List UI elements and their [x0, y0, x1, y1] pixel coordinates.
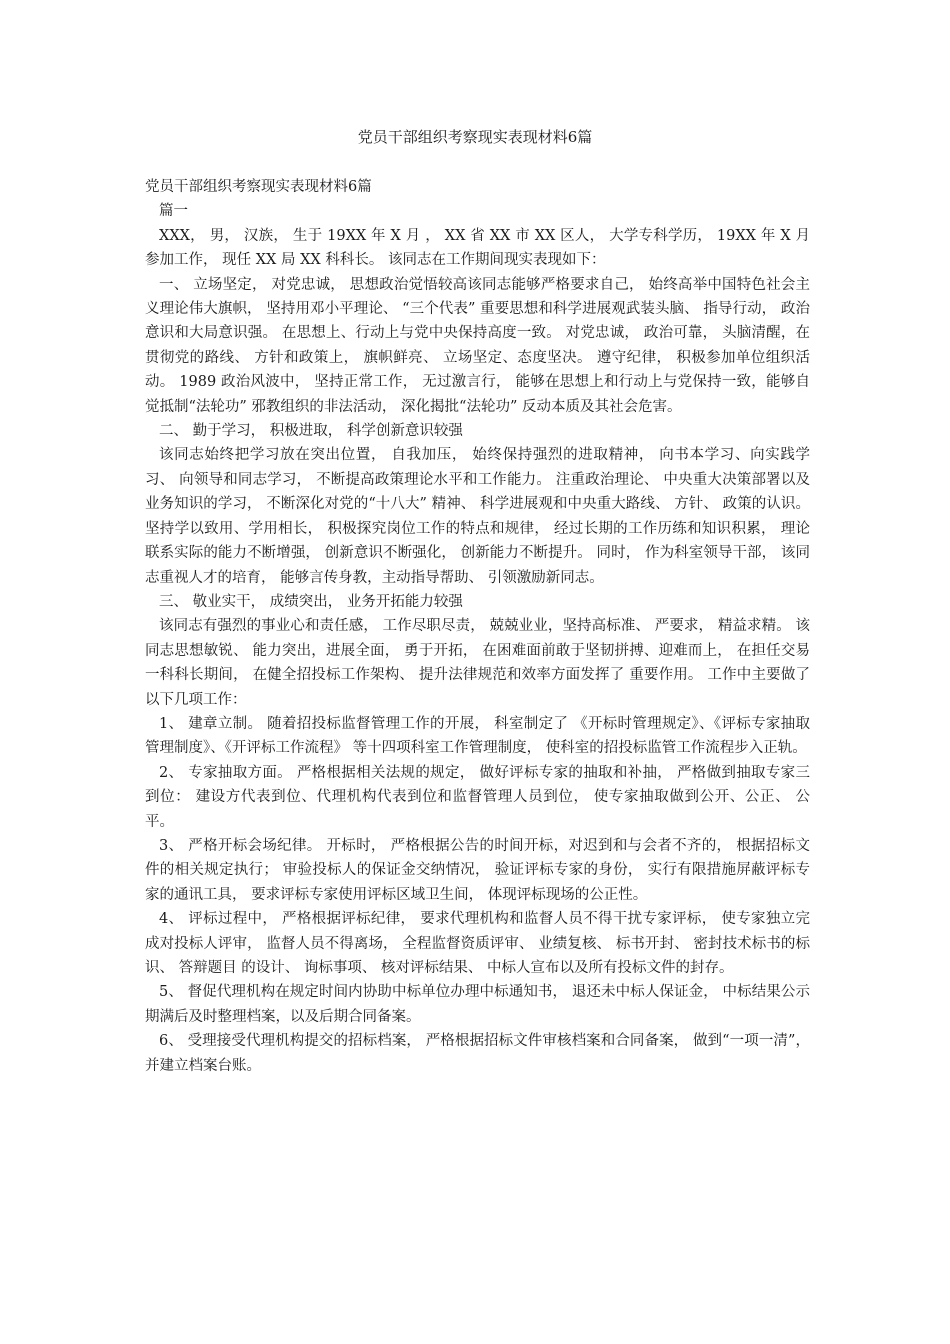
doc-heading: 党员干部组织考察现实表现材料6篇 — [145, 179, 372, 195]
list-item: 4、 评标过程中， 严格根据评标纪律， 要求代理机构和监督人员不得干扰专家评标， 使专家独立完成对投标人评审， 监督人员不得离场， 全程监督资质评审、 业绩复核、 标书开封、 密封技术标书的标识、 答辩题目 的设计、 询标事项、 核对评标结果、 中标人宣布以及所有投标文件的封存。 — [145, 911, 810, 976]
list-item: 6、 受理接受代理机构提交的招标档案， 严格根据招标文件审核档案和合同备案， 做到“一项一清”， 并建立档案台账。 — [145, 1033, 810, 1074]
list-item: 1、 建章立制。 随着招投标监督管理工作的开展， 科室制定了 《开标时管理规定》、《评标专家抽取管理制度》、《开评标工作流程》 等十四项科室工作管理制度， 使科室的招投标监管工作流程步入正轨。 — [145, 715, 810, 757]
list-item: 3、 严格开标会场纪律。 开标时， 严格根据公告的时间开标，对迟到和与会者不齐的， 根据招标文件的相关规定执行； 审验投标人的保证金交纳情况， 验证评标专家的身份， 实行有限措施屏蔽评标专家的通讯工具， 要求评标专家使用评标区域卫生间， 体现评标现场的公正性。 — [145, 837, 810, 903]
page-title: 党员干部组织考察现实表现材料6篇 — [357, 128, 593, 146]
list-item: 5、 督促代理机构在规定时间内协助中标单位办理中标通知书， 退还未中标人保证金， 中标结果公示期满后及时整理档案，以及后期合同备案。 — [145, 984, 810, 1025]
subheading: 三、 敬业实干， 成绩突出， 业务开拓能力较强 — [159, 593, 463, 610]
paragraph: 该同志有强烈的事业心和责任感， 工作尽职尽责， 兢兢业业，坚持高标准、 严要求， 精益求精。 该同志思想敏锐、 能力突出，进展全面， 勇于开拓， 在困难面前敢于坚韧拼搏、迎难而上， 在担任交易一科科长期间， 在健全招投标工作架构、 提升法律规范和效率方面发挥了 重要作用。 工作中主要做了 以下几项工作： — [145, 618, 810, 708]
section-label: 篇一 — [159, 203, 188, 220]
list-item: 2、 专家抽取方面。 严格根据相关法规的规定， 做好评标专家的抽取和补抽， 严格做到抽取专家三到位： 建设方代表到位、代理机构代表到位和监督管理人员到位， 使专家抽取做到公开、公正、 公平。 — [145, 764, 810, 830]
document-body — [145, 175, 810, 1078]
paragraph: 该同志始终把学习放在突出位置， 自我加压， 始终保持强烈的进取精神， 向书本学习、向实践学习、 向领导和同志学习， 不断提高政策理论水平和工作能力。 注重政治理论、 中央重大决策部署以及业务知识的学习， 不断深化对党的“十八大” 精神、 科学进展观和中央重大路线、 方针、 政策的认识。 坚持学以致用、学用相长， 积极探究岗位工作的特点和规律， 经过长期的工作历练和知识积累， 理论联系实际的能力不断增强， 创新意识不断强化， 创新能力不断提升。 同时， 作为科室领导干部， 该同志重视人才的培育， 能够言传身教，主动指导帮助、 引领激励新同志。 — [145, 447, 810, 586]
subheading: 二、 勤于学习， 积极进取， 科学创新意识较强 — [159, 423, 463, 440]
paragraph: XXX， 男， 汉族， 生于 19XX 年 X 月 ， XX 省 XX 市 XX 区人， 大学专科学历， 19XX 年 X 月 参加工作， 现任 XX 局 XX 科科长。 该同志在工作期间现实表现如下： — [145, 227, 810, 269]
paragraph: 一、 立场坚定， 对党忠诚， 思想政治觉悟较高该同志能够严格要求自己， 始终高举中国特色社会主义理论伟大旗帜， 坚持用邓小平理论、 “三个代表” 重要思想和科学进展观武装头脑、 指导行动， 政治意识和大局意识强。 在思想上、行动上与党中央保持高度一致。 对党忠诚， 政治可靠， 头脑清醒，在贯彻党的路线、 方针和政策上， 旗帜鲜亮、 立场坚定、态度坚决。 遵守纪律， 积极参加单位组织活动。 1989 政治风波中， 坚持正常工作， 无过激言行， 能够在思想上和行动上与党保持一致，能够自觉抵制“法轮功” 邪教组织的非法活动， 深化揭批“法轮功” 反动本质及其社会危害。 — [145, 276, 810, 415]
